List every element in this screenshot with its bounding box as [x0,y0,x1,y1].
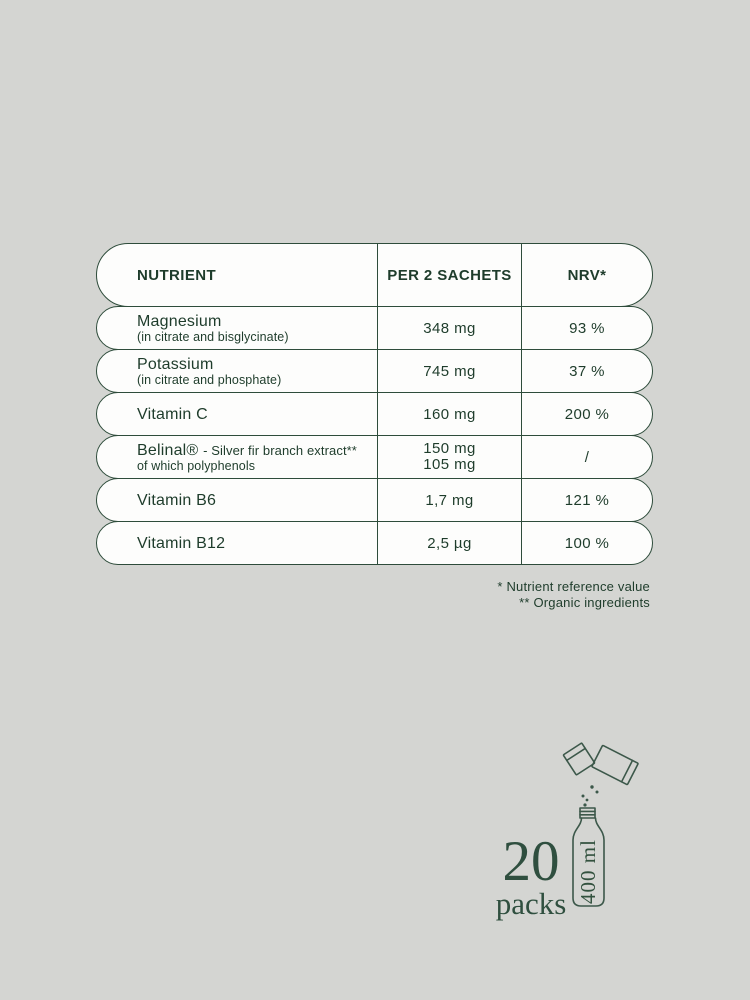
nutrient-brand-name: Belinal® [137,441,199,459]
amount-cell [377,436,521,478]
footnote-organic: ** Organic ingredients [519,594,650,610]
column-header-per-2-sachets: PER 2 SACHETS [377,244,521,306]
nutrient-name-cell [97,393,377,435]
footnote-nrv: * Nutrient reference value [497,579,650,594]
nutrient-name-cell [97,350,377,392]
nrv-cell: 37 % [521,350,652,392]
footnotes [497,579,650,610]
amount-line-2: 105 mg [423,456,476,473]
amount-cell: 1,7 mg [377,479,521,521]
nutrient-sublabel: of which polyphenols [137,458,256,473]
nrv-cell: 121 % [521,479,652,521]
table-row-potassium [96,349,653,393]
sachet-right-icon [592,745,639,785]
nutrient-name: Vitamin B12 [137,534,226,552]
powder-dots [582,785,599,806]
nrv-cell: 93 % [521,307,652,349]
nrv-cell: 100 % [521,522,652,564]
nutrient-sublabel: (in citrate and phosphate) [137,372,282,387]
pack-illustration [490,736,655,921]
nutrient-name-cell [97,436,377,478]
table-row-vitamin-b12 [96,521,653,565]
amount-line-1: 150 mg [423,440,476,457]
nutrient-name-cell [97,307,377,349]
pack-count-unit: packs [495,886,567,921]
nutrient-name-cell [97,522,377,564]
bottle-volume-label: 400 ml [576,839,600,904]
amount-cell: 348 mg [377,307,521,349]
table-row-belinal [96,435,653,479]
nutrient-name-cell [97,479,377,521]
table-row-vitamin-b6 [96,478,653,522]
pack-count-number: 20 [502,830,560,893]
nutrient-table [96,243,653,565]
nutrient-name [137,442,357,459]
sachet-left-icon [563,743,595,775]
nrv-cell: 200 % [521,393,652,435]
nutrient-name-suffix: - Silver fir branch extract** [203,442,357,458]
nutrient-name: Potassium [137,355,214,373]
table-row-magnesium [96,306,653,350]
table-row-vitamin-c [96,392,653,436]
nrv-cell: / [521,436,652,478]
nutrient-name: Vitamin C [137,405,208,423]
table-header-row [96,243,653,307]
nutrient-name: Vitamin B6 [137,491,217,509]
column-header-nrv: NRV* [521,244,652,306]
nutrient-name: Magnesium [137,312,222,330]
amount-cell: 2,5 µg [377,522,521,564]
pack-count [494,830,568,921]
amount-cell: 160 mg [377,393,521,435]
column-header-nutrient: NUTRIENT [137,266,217,284]
amount-cell: 745 mg [377,350,521,392]
nutrient-sublabel: (in citrate and bisglycinate) [137,329,289,344]
